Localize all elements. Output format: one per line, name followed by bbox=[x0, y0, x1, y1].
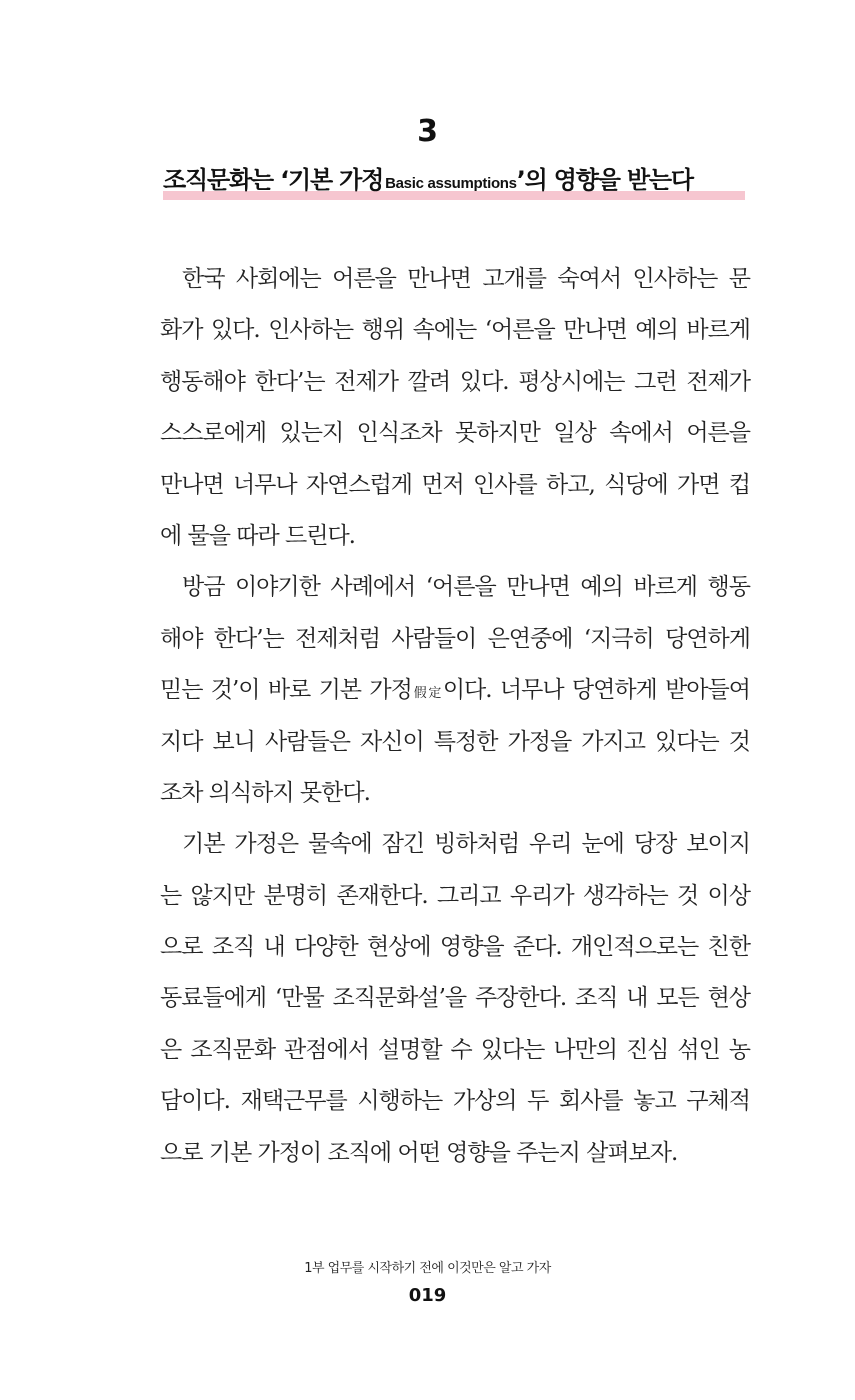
chapter-title-korean-part2: ’의 영향을 받는다 bbox=[516, 166, 693, 194]
paragraph-3-line-7: 으로 기본 가정이 조직에 어떤 영향을 주는지 살펴보자. bbox=[160, 1139, 678, 1166]
chapter-title-block bbox=[163, 160, 745, 204]
body-text bbox=[160, 254, 750, 1179]
text-line: 한국 사회에는 어른을 만나면 고개를 숙여서 인사하는 문 bbox=[182, 266, 750, 292]
chapter-title bbox=[163, 160, 745, 204]
paragraph-3-line-3: 으로 조직 내 다양한 현상에 영향을 준다. 개인적으로는 친한 bbox=[160, 934, 750, 961]
hanja-annotation: 假定 bbox=[411, 686, 443, 702]
paragraph-2-line-1 bbox=[160, 562, 750, 613]
paragraph-2-line-5: 조차 의식하지 못한다. bbox=[160, 779, 370, 806]
paragraph-1-line-5: 만나면 너무나 자연스럽게 먼저 인사를 하고, 식당에 가면 컵 bbox=[160, 471, 750, 498]
paragraph-3-line-4: 동료들에게 ‘만물 조직문화설’을 주장한다. 조직 내 모든 현상 bbox=[160, 985, 750, 1012]
paragraph-1-line-4: 스스로에게 있는지 인식조차 못하지만 일상 속에서 어른을 bbox=[160, 420, 750, 447]
chapter-title-korean-part1: 조직문화는 ‘기본 가정 bbox=[163, 166, 384, 194]
paragraph-3-line-5: 은 조직문화 관점에서 설명할 수 있다는 나만의 진심 섞인 농 bbox=[160, 1036, 750, 1063]
text-line: 방금 이야기한 사례에서 ‘어른을 만나면 예의 바르게 행동 bbox=[182, 574, 750, 601]
footer-part-caption: 1부 업무를 시작하기 전에 이것만은 알고 가자 bbox=[304, 1261, 551, 1276]
page-number: 019 bbox=[408, 1285, 447, 1306]
paragraph-3-line-1 bbox=[160, 819, 750, 870]
paragraph-2-line-3 bbox=[160, 665, 750, 716]
paragraph-1-line-3: 행동해야 한다’는 전제가 깔려 있다. 평상시에는 그런 전제가 bbox=[160, 368, 750, 395]
paragraph-3-line-2: 는 않지만 분명히 존재한다. 그리고 우리가 생각하는 것 이상 bbox=[160, 882, 750, 909]
paragraph-1-line-2: 화가 있다. 인사하는 행위 속에는 ‘어른을 만나면 예의 바르게 bbox=[160, 317, 750, 344]
paragraph-2-line-4: 지다 보니 사람들은 자신이 특정한 가정을 가지고 있다는 것 bbox=[160, 728, 750, 755]
text-segment: 믿는 것’이 바로 기본 가정 bbox=[160, 677, 412, 704]
text-line: 기본 가정은 물속에 잠긴 빙하처럼 우리 눈에 당장 보이지 bbox=[182, 831, 750, 858]
paragraph-1-line-1 bbox=[160, 254, 750, 305]
paragraph-2-line-2: 해야 한다’는 전제처럼 사람들이 은연중에 ‘지극히 당연하게 bbox=[160, 625, 750, 652]
paragraph-3-line-6: 담이다. 재택근무를 시행하는 가상의 두 회사를 놓고 구체적 bbox=[160, 1088, 750, 1115]
text-segment: 이다. 너무나 당연하게 받아들여 bbox=[442, 677, 750, 704]
chapter-title-english: Basic assumptions bbox=[385, 175, 517, 192]
chapter-number: 3 bbox=[417, 114, 438, 149]
paragraph-1-line-6: 에 물을 따라 드린다. bbox=[160, 522, 355, 549]
